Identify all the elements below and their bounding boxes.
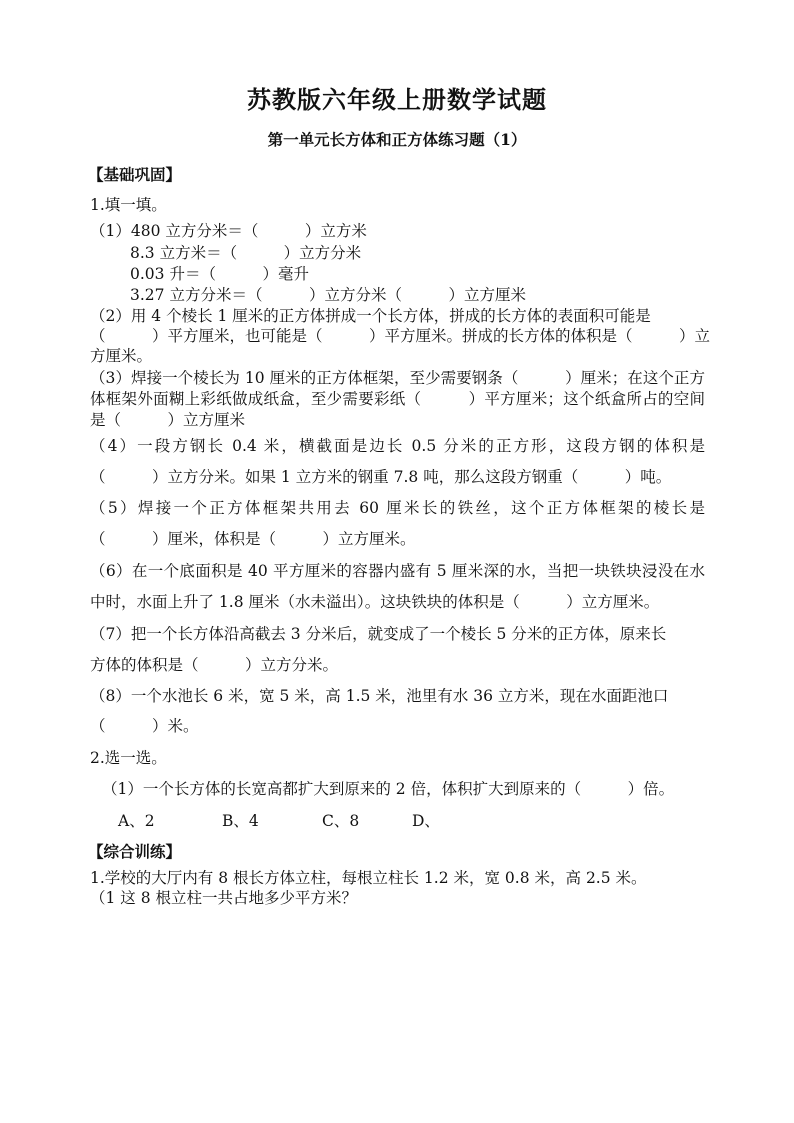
- question-1-label: 1.填一填。: [90, 196, 167, 214]
- q1-2-line: （ ）平方厘米，也可能是（ ）平方厘米。拼成的长方体的体积是（ ）立: [90, 327, 711, 345]
- q1-1-line: 3.27 立方分米＝（ ）立方分米（ ）立方厘米: [130, 286, 526, 304]
- q1-1-line: （1）480 立方分米＝（ ）立方米: [90, 222, 367, 240]
- practice-1-line: （1 这 8 根立柱一共占地多少平方米？: [90, 889, 358, 907]
- question-2-label: 2.选一选。: [90, 749, 167, 767]
- q1-4-line: （4）一段方钢长 0.4 米，横截面是边长 0.5 分米的正方形，这段方钢的体积是: [90, 437, 705, 455]
- option-b: B、4: [222, 812, 259, 830]
- q1-5-line: （ ）厘米，体积是（ ）立方厘米。: [90, 530, 416, 548]
- option-a: A、2: [118, 812, 155, 830]
- q1-2-line: 方厘米。: [90, 347, 153, 365]
- q1-1-line: 8.3 立方米＝（ ）立方分米: [130, 244, 362, 262]
- option-d: D、: [412, 812, 440, 830]
- q1-6-line: （6）在一个底面积是 40 平方厘米的容器内盛有 5 厘米深的水，当把一块铁块浸没在水: [90, 562, 705, 580]
- page-title: 苏教版六年级上册数学试题: [247, 85, 547, 114]
- q1-6-line: 中时，水面上升了 1.8 厘米（水未溢出）。这块铁块的体积是（ ）立方厘米。: [90, 593, 660, 611]
- q1-3-line: 是（ ）立方厘米: [90, 411, 246, 429]
- q1-8-line: （ ）米。: [90, 717, 199, 735]
- q1-3-line: （3）焊接一个棱长为 10 厘米的正方体框架，至少需要钢条（ ）厘米；在这个正方: [90, 369, 705, 387]
- practice-1-line: 1.学校的大厅内有 8 根长方体立柱，每根立柱长 1.2 米，宽 0.8 米，高 2.5 米。: [90, 869, 647, 887]
- q1-4-line: （ ）立方分米。如果 1 立方米的钢重 7.8 吨，那么这段方钢重（ ）吨。: [90, 468, 672, 486]
- section-heading-basics: 【基础巩固】: [88, 165, 182, 184]
- page-subtitle: 第一单元长方体和正方体练习题（1）: [267, 130, 527, 149]
- q1-5-line: （5）焊接一个正方体框架共用去 60 厘米长的铁丝，这个正方体框架的棱长是: [90, 499, 705, 517]
- q1-1-line: 0.03 升＝（ ）毫升: [130, 265, 309, 283]
- option-c: C、8: [322, 812, 360, 830]
- q1-7-line: 方体的体积是（ ）立方分米。: [90, 656, 339, 674]
- q1-3-line: 体框架外面糊上彩纸做成纸盒，至少需要彩纸（ ）平方厘米；这个纸盒所占的空间: [90, 390, 705, 408]
- section-heading-practice: 【综合训练】: [88, 842, 182, 861]
- q1-7-line: （7）把一个长方体沿高截去 3 分米后，就变成了一个棱长 5 分米的正方体，原来长: [90, 625, 667, 643]
- q1-8-line: （8）一个水池长 6 米，宽 5 米，高 1.5 米，池里有水 36 立方米，现在水面距池口: [90, 687, 669, 705]
- q2-1-line: （1）一个长方体的长宽高都扩大到原来的 2 倍，体积扩大到原来的（ ）倍。: [102, 780, 675, 798]
- q1-2-line: （2）用 4 个棱长 1 厘米的正方体拼成一个长方体，拼成的长方体的表面积可能是: [90, 307, 651, 325]
